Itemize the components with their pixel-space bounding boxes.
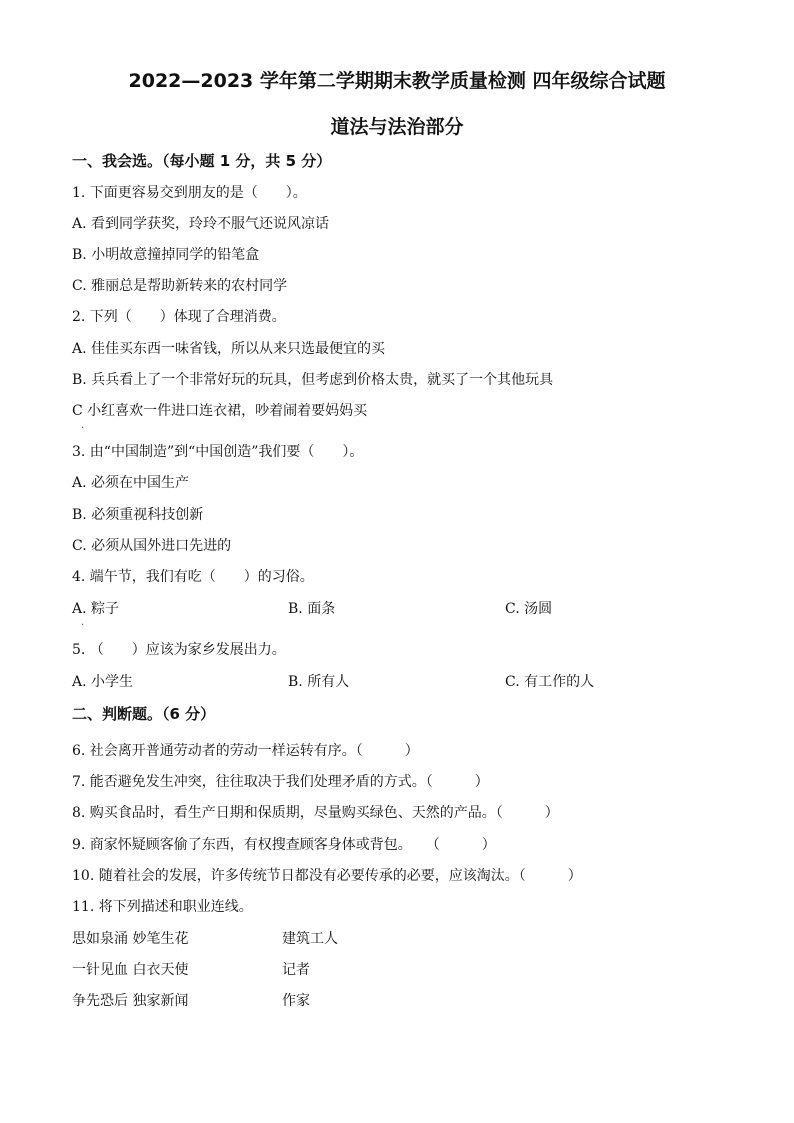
match-right-item: 建筑工人 bbox=[282, 931, 338, 947]
stray-dot-mark: . bbox=[81, 617, 85, 628]
question-1-option-a: A. 看到同学获奖，玲玲不服气还说风凉话 bbox=[72, 216, 330, 232]
question-2-stem: 2. 下列（ ）体现了合理消费。 bbox=[72, 309, 286, 325]
question-1-option-b: B. 小明故意撞掉同学的铅笔盒 bbox=[72, 247, 260, 263]
question-4-option-c: C. 汤圆 bbox=[505, 601, 553, 617]
question-3-option-c: C. 必须从国外进口先进的 bbox=[72, 538, 232, 554]
question-1-stem: 1. 下面更容易交到朋友的是（ ）。 bbox=[72, 185, 307, 201]
question-5-option-a: A. 小学生 bbox=[72, 674, 134, 690]
question-9: 9. 商家怀疑顾客偷了东西，有权搜查顾客身体或背包。 （ ） bbox=[72, 837, 496, 853]
question-2-option-a: A. 佳佳买东西一味省钱，所以从来只选最便宜的买 bbox=[72, 341, 386, 357]
question-4-option-b: B. 面条 bbox=[288, 601, 336, 617]
match-left-item: 思如泉涌 妙笔生花 bbox=[72, 931, 189, 947]
question-2-option-b: B. 兵兵看上了一个非常好玩的玩具，但考虑到价格太贵，就买了一个其他玩具 bbox=[72, 372, 554, 388]
page-subtitle: 道法与法治部分 bbox=[330, 116, 464, 138]
question-4-option-a: A. 粽子 bbox=[72, 601, 120, 617]
question-1-option-c: C. 雅丽总是帮助新转来的农村同学 bbox=[72, 278, 288, 294]
question-3-option-a: A. 必须在中国生产 bbox=[72, 475, 190, 491]
match-right-item: 作家 bbox=[282, 993, 310, 1009]
match-right-item: 记者 bbox=[282, 962, 310, 978]
page-title: 2022—2023 学年第二学期期末教学质量检测 四年级综合试题 bbox=[128, 70, 666, 92]
question-4-stem: 4. 端午节，我们有吃（ ）的习俗。 bbox=[72, 569, 314, 585]
section-1-heading: 一、我会选。（每小题 1 分，共 5 分） bbox=[72, 152, 332, 170]
question-5-option-c: C. 有工作的人 bbox=[505, 674, 595, 690]
question-3-stem: 3. 由“中国制造”到“中国创造”我们要（ ）。 bbox=[72, 444, 364, 460]
question-8: 8. 购买食品时，看生产日期和保质期，尽量购买绿色、天然的产品。（ ） bbox=[72, 805, 559, 821]
match-left-item: 一针见血 白衣天使 bbox=[72, 962, 189, 978]
question-5-option-b: B. 所有人 bbox=[288, 674, 350, 690]
stray-dot-mark: . bbox=[81, 420, 85, 431]
question-10: 10. 随着社会的发展，许多传统节日都没有必要传承的必要，应该淘汰。（ ） bbox=[72, 868, 582, 884]
question-3-option-b: B. 必须重视科技创新 bbox=[72, 507, 204, 523]
question-6: 6. 社会离开普通劳动者的劳动一样运转有序。（ ） bbox=[72, 743, 419, 759]
question-7: 7. 能否避免发生冲突，往往取决于我们处理矛盾的方式。（ ） bbox=[72, 774, 489, 790]
question-5-stem: 5. （ ）应该为家乡发展出力。 bbox=[72, 642, 286, 658]
question-2-option-c: C 小红喜欢一件进口连衣裙，吵着闹着要妈妈买 bbox=[72, 403, 368, 419]
section-2-heading: 二、判断题。（6 分） bbox=[72, 705, 216, 723]
question-11-stem: 11. 将下列描述和职业连线。 bbox=[72, 899, 253, 915]
match-left-item: 争先恐后 独家新闻 bbox=[72, 993, 189, 1009]
